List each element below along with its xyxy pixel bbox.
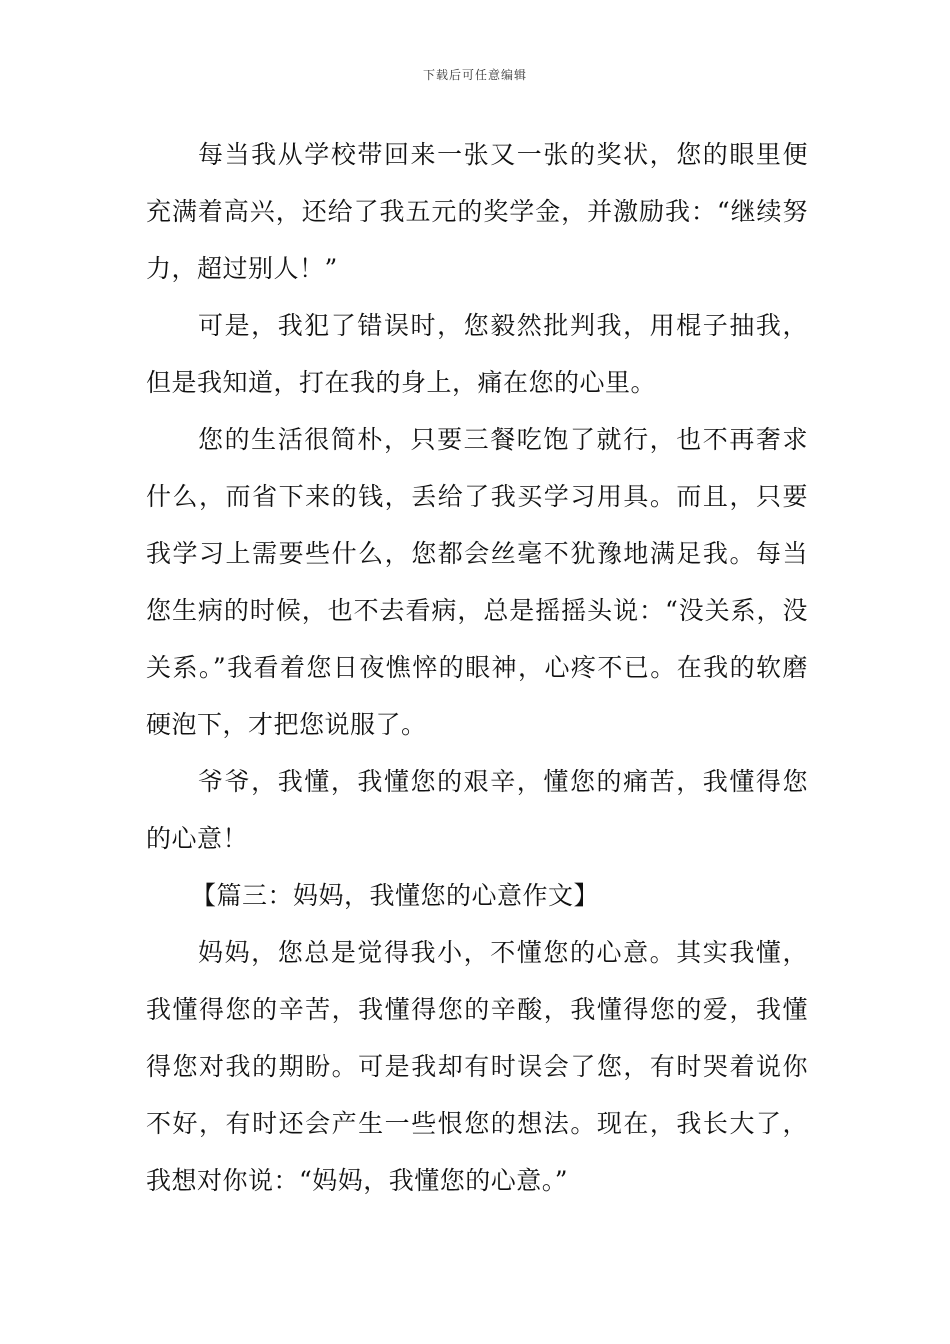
paragraph: 每当我从学校带回来一张又一张的奖状，您的眼里便充满着高兴，还给了我五元的奖学金，并激励我：“继续努力，超过别人！”	[146, 140, 808, 283]
paragraph: 妈妈，您总是觉得我小，不懂您的心意。其实我懂，我懂得您的辛苦，我懂得您的辛酸，我懂得您的爱，我懂得您对我的期盼。可是我却有时误会了您，有时哭着说你不好，有时还会产生一些恨您的想法。现在，我长大了，我想对你说：“妈妈，我懂您的心意。”	[146, 938, 808, 1195]
page-header: 下载后可任意编辑	[422, 68, 527, 82]
paragraph: 您的生活很简朴，只要三餐吃饱了就行，也不再奢求什么，而省下来的钱，丢给了我买学习用具。而且，只要我学习上需要些什么，您都会丝毫不犹豫地满足我。每当您生病的时候，也不去看病，总是摇摇头说：“没关系，没关系。”我看着您日夜憔悴的眼神，心疼不已。在我的软磨硬泡下，才把您说服了。	[146, 425, 808, 739]
document-body	[146, 126, 808, 1209]
section-heading: 【篇三：妈妈，我懂您的心意作文】	[191, 881, 600, 910]
paragraph: 可是，我犯了错误时，您毅然批判我，用棍子抽我，但是我知道，打在我的身上，痛在您的心里。	[146, 311, 808, 397]
paragraph: 爷爷，我懂，我懂您的艰辛，懂您的痛苦，我懂得您的心意！	[146, 767, 808, 853]
